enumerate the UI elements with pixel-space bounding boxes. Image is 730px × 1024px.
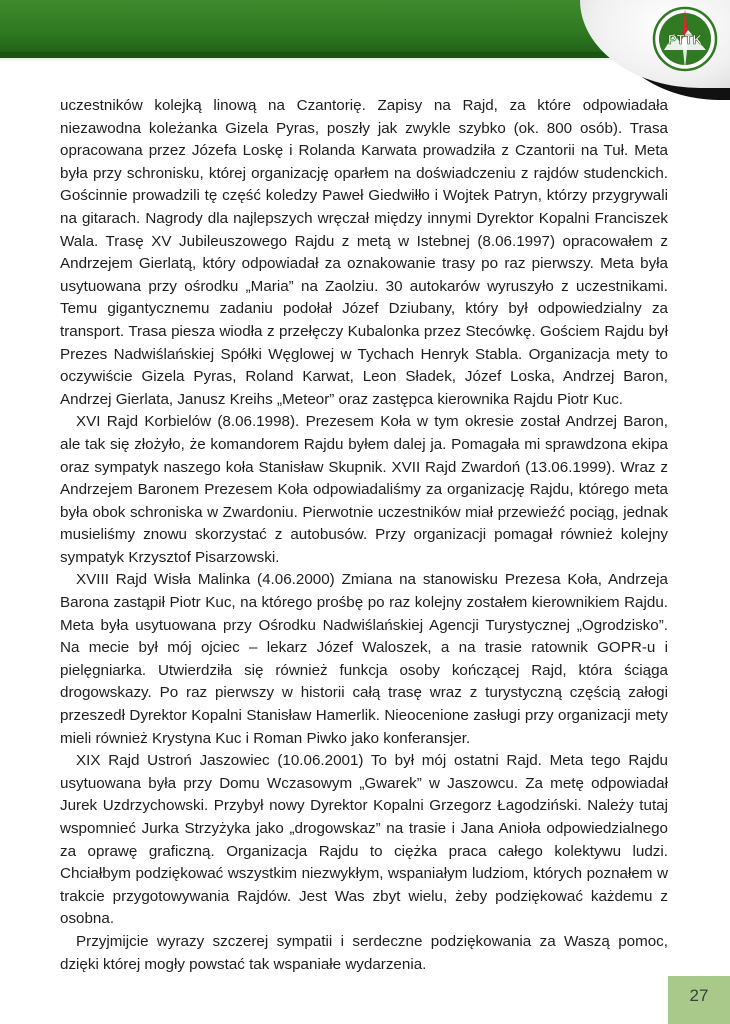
pttk-logo-icon: [650, 4, 720, 74]
article-body: [60, 95, 668, 976]
page-number-box: [668, 976, 730, 1024]
paragraph-1: uczestników kolejką linową na Czantorię. Zapisy na Rajd, za które odpowiadała niezawodna koleżanka Gizela Pyras, poszły jak zwykle szybko (ok. 800 osób). Trasa opracowana przez Józefa Loskę i Rolanda Karwata prowadziła z Czantorii na Tuł. Meta była przy schronisku, której organizację oparłem na doświadczeniu z rajdów studenckich. Gościnnie prowadzili tę część koledzy Paweł Giedwiłło i Wojtek Patryn, którzy przygrywali na gitarach. Nagrody dla najlepszych wręczał między innymi Dyrektor Kopalni Franciszek Wala. Trasę XV Jubileuszowego Rajdu z metą w Istebnej (8.06.1997) opracowałem z Andrzejem Gierlatą, który odpowiadał za oznakowanie trasy po raz pierwszy. Meta była usytuowana przy ośrodku „Maria” na Zaolziu. 30 autokarów wyruszyło z uczestnikami. Temu gigantycznemu zadaniu podołał Józef Dziubany, który był odpowiedzialny za transport. Trasa piesza wiodła z przełęczy Kubalonka przez Stecówkę. Gościem Rajdu był Prezes Nadwiślańskiej Spółki Węglowej w Tychach Henryk Stabla. Organizacja mety to oczywiście Gizela Pyras, Roland Karwat, Leon Sładek, Józef Loska, Andrzej Baron, Andrzej Gierlata, Janusz Kreihs „Meteor” oraz zastępca kierownika Rajdu Piotr Kuc.: [60, 97, 668, 408]
header-shadow: [0, 52, 640, 62]
paragraph-4: XIX Rajd Ustroń Jaszowiec (10.06.2001) To był mój ostatni Rajd. Meta tego Rajdu usytuowana była przy Domu Wczasowym „Gwarek” w Jaszowcu. Za metę odpowiadał Jurek Uzdrzychowski. Przybył nowy Dyrektor Kopalni Grzegorz Łagodziński. Należy tutaj wspomnieć Jurka Strzyżyka jako „drogowskaz” na trasie i Jana Anioła odpowiedzialnego za oprawę graficzną. Organizacja Rajdu to ciężka praca całego kolektywu ludzi. Chciałbym podziękować wszystkim niezwykłym, wspaniałym ludziom, których poznałem w trakcie przygotowywania Rajdów. Jest Was zbyt wielu, żeby podziękować każdemu z osobna.: [60, 752, 668, 928]
paragraph-5: Przyjmijcie wyrazy szczerej sympatii i serdeczne podziękowania za Waszą pomoc, dzięki której mogły powstać tak wspaniałe wydarzenia.: [60, 932, 668, 973]
paragraph-2: XVI Rajd Korbielów (8.06.1998). Prezesem Koła w tym okresie został Andrzej Baron, ale tak się złożyło, że komandorem Rajdu byłem dalej ja. Pomagała mi sprawdzona ekipa oraz sympatyk naszego koła Stanisław Skupnik. XVII Rajd Zwardoń (13.06.1999). Wraz z Andrzejem Baronem Prezesem Koła odpowiadaliśmy za organizację Rajdu, którego meta była obok schroniska w Zwardoniu. Pierwotnie uczestników miał przewieźć pociąg, jednak musieliśmy znowu skorzystać z autobusów. Przy organizacji pomagał również kolejny sympatyk Krzysztof Pisarzowski.: [60, 413, 668, 566]
paragraph-3: XVIII Rajd Wisła Malinka (4.06.2000) Zmiana na stanowisku Prezesa Koła, Andrzeja Barona zastąpił Piotr Kuc, na którego prośbę po raz kolejny zostałem kierownikiem Rajdu. Meta była usytuowana przy Ośrodku Nadwiślańskiej Agencji Turystycznej „Ogrodzisko”. Na mecie był mój ojciec – lekarz Józef Waloszek, a na trasie ratownik GOPR-u i pielęgniarka. Utwierdziła się również funkcja osoby kończącej Rajd, która ściąga drogowskazy. Po raz pierwszy w historii całą trasę wraz z turystyczną częścią załogi przeszedł Dyrektor Kopalni Stanisław Hamerlik. Nieocenione zasługi przy organizacji mety mieli również Krystyna Kuc i Roman Piwko jako konferansjer.: [60, 571, 668, 747]
logo-lettering: PTTK: [668, 32, 702, 47]
page-number: 27: [689, 986, 709, 1005]
